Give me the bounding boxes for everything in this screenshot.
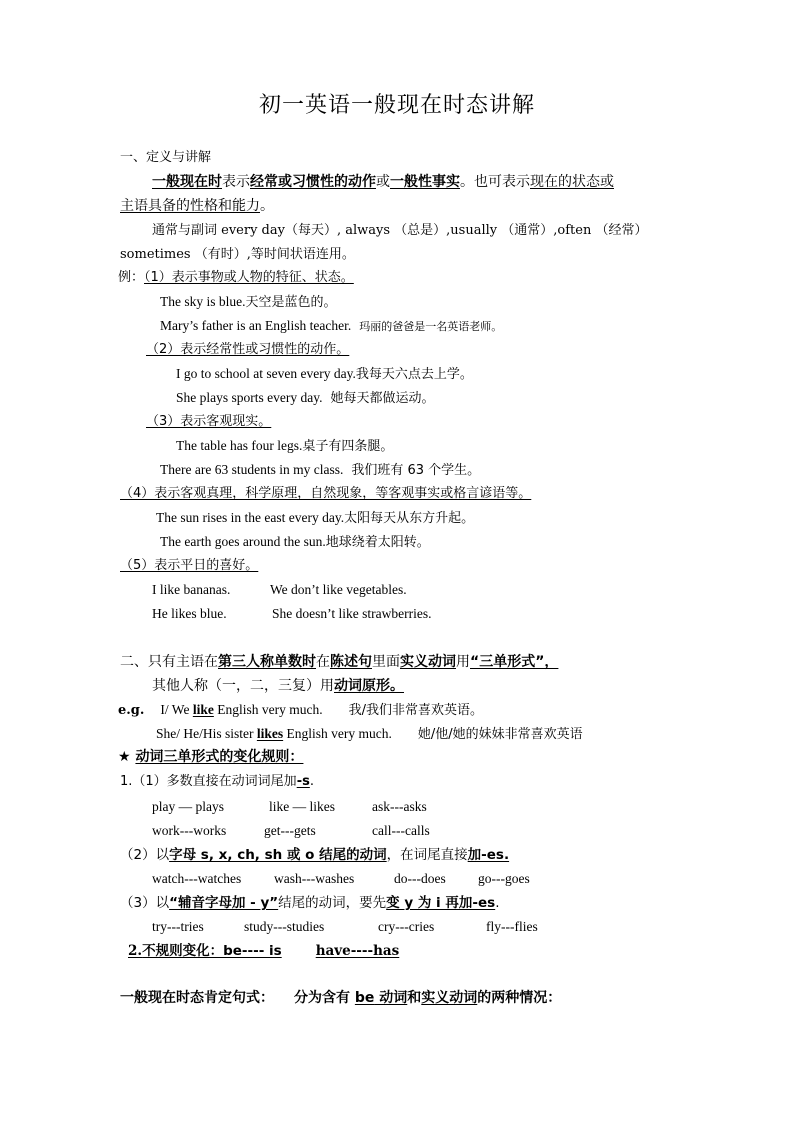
text: 里面 bbox=[372, 654, 400, 670]
example-1b bbox=[160, 316, 502, 337]
third-person-singular: 第三人称单数时 bbox=[218, 654, 316, 670]
verb-pair: wash---washes bbox=[274, 871, 355, 886]
declarative: 陈述句 bbox=[330, 654, 372, 670]
example-4-heading: （4）表示客观真理，科学原理，自然现象，等客观事实或格言谚语等。 bbox=[120, 486, 532, 501]
text: 其他人称（一，二，三复）用 bbox=[152, 678, 334, 694]
eg-line-1 bbox=[118, 700, 483, 721]
be-verb: be bbox=[354, 990, 375, 1006]
verb-pair: get---gets bbox=[264, 823, 316, 838]
section-1-heading: 一、定义与讲解 bbox=[120, 150, 212, 165]
def-state: 现在的状态或 bbox=[530, 174, 614, 190]
notional-verb: 实义动词 bbox=[400, 654, 456, 670]
text: 一般现在时态肯定句式： bbox=[120, 990, 274, 1006]
verb-pair: study---studies bbox=[244, 919, 325, 934]
verb-pair: watch---watches bbox=[152, 871, 242, 886]
verb-pair: try---tries bbox=[152, 919, 204, 934]
english-sentence: Mary’s father is an English teacher. bbox=[160, 318, 352, 333]
rule-1-example-row-2 bbox=[152, 821, 430, 841]
chinese-translation: 我们班有 63 个学生。 bbox=[351, 463, 481, 478]
chinese-translation: 她/他/她的妹妹非常喜欢英语 bbox=[417, 727, 583, 742]
english-sentence: There are 63 students in my class. bbox=[160, 462, 344, 477]
notional-verb: 实义动词 bbox=[421, 990, 478, 1006]
irregular-be: 不规则变化：be---- is bbox=[142, 943, 282, 959]
chinese-translation: 桌子有四条腿。 bbox=[302, 439, 394, 454]
text: 用 bbox=[456, 654, 470, 670]
text: 结尾的动词，要先 bbox=[278, 895, 387, 911]
chinese-translation: 玛丽的爸爸是一名英语老师。 bbox=[359, 320, 503, 333]
be-verb-label: 动词 bbox=[374, 990, 408, 1006]
verb-like: like bbox=[192, 702, 214, 717]
rule-1-example-row-1 bbox=[152, 797, 427, 817]
def-text: 。 bbox=[260, 198, 274, 214]
y-to-ies: 变 y 为 i 再加-es bbox=[386, 895, 496, 911]
text: 2. bbox=[128, 943, 143, 959]
text: English very much. bbox=[213, 702, 323, 717]
text: . bbox=[495, 895, 500, 911]
eg-label: e.g. bbox=[118, 703, 145, 718]
chinese-translation: 我/我们非常喜欢英语。 bbox=[348, 703, 483, 718]
third-singular-form: “三单形式”， bbox=[470, 654, 559, 670]
page-title: 初一英语一般现在时态讲解 bbox=[258, 93, 535, 118]
rule-3 bbox=[120, 893, 499, 913]
consonant-y: “辅音字母加 - y” bbox=[169, 895, 279, 911]
text: 1.（1）多数直接在动词词尾加 bbox=[120, 774, 297, 789]
verb-pair: call---calls bbox=[372, 823, 430, 838]
verb-pair: fly---flies bbox=[486, 919, 538, 934]
section-2-heading bbox=[120, 652, 558, 672]
verb-pair: do---does bbox=[394, 871, 446, 886]
chinese-translation: 我每天六点去上学。 bbox=[355, 367, 473, 382]
def-fact: 一般性事实 bbox=[390, 174, 460, 190]
suffix-es: 加-es. bbox=[467, 847, 510, 863]
def-text: 。也可表示 bbox=[460, 174, 530, 190]
example-1-title: （1）表示事物或人物的特征、状态。 bbox=[144, 270, 354, 285]
section-2-line-2 bbox=[152, 676, 404, 696]
verb-likes: likes bbox=[256, 726, 284, 741]
text: She/ He/His sister bbox=[156, 726, 257, 741]
example-3b bbox=[160, 460, 480, 481]
example-5b-1: He likes blue. bbox=[152, 606, 227, 621]
rules-heading bbox=[118, 747, 303, 767]
rule-2-examples bbox=[152, 869, 530, 889]
rule-2 bbox=[120, 845, 509, 865]
chinese-translation: 太阳每天从东方升起。 bbox=[344, 511, 475, 526]
english-sentence: The sun rises in the east every day. bbox=[156, 510, 345, 525]
star-icon: ★ bbox=[118, 749, 131, 765]
verb-pair: work---works bbox=[152, 823, 227, 838]
english-sentence: The sky is blue. bbox=[160, 294, 246, 309]
example-3a bbox=[176, 436, 393, 457]
suffix-s: -s bbox=[296, 774, 310, 789]
example-1a bbox=[160, 292, 337, 313]
def-text: 或 bbox=[376, 174, 390, 190]
definition-line-1 bbox=[152, 172, 614, 192]
example-2a bbox=[176, 364, 473, 385]
text: ，在词尾直接 bbox=[386, 847, 468, 863]
text: （3）以 bbox=[120, 895, 170, 911]
text: （2）以 bbox=[120, 847, 170, 863]
def-habit: 经常或习惯性的动作 bbox=[250, 174, 376, 190]
definition-line-2 bbox=[120, 196, 274, 216]
base-form: 动词原形。 bbox=[334, 678, 404, 694]
def-text: 表示 bbox=[222, 174, 250, 190]
text: English very much. bbox=[283, 726, 392, 741]
english-sentence: I go to school at seven every day. bbox=[176, 366, 356, 381]
text: 和 bbox=[407, 990, 422, 1006]
rule-1 bbox=[120, 772, 314, 792]
example-5b-2: She doesn’t like strawberries. bbox=[272, 606, 432, 621]
def-term: 一般现在时 bbox=[152, 174, 222, 190]
text: . bbox=[309, 774, 314, 789]
chinese-translation: 地球绕着太阳转。 bbox=[325, 535, 430, 550]
verb-pair: like — likes bbox=[269, 799, 335, 814]
affirmative-heading bbox=[120, 988, 561, 1008]
verb-pair: cry---cries bbox=[378, 919, 435, 934]
example-2b bbox=[176, 388, 435, 409]
chinese-translation: 她每天都做运动。 bbox=[330, 391, 435, 406]
chinese-translation: 天空是蓝色的。 bbox=[245, 295, 337, 310]
irregular-have: have----has bbox=[315, 943, 400, 959]
adverbs-line-1: 通常与副词 every day（每天）, always （总是）,usually （通常）,often （经常） bbox=[152, 223, 648, 238]
english-sentence: The table has four legs. bbox=[176, 438, 303, 453]
example-4b bbox=[160, 532, 430, 553]
rule-irregular bbox=[128, 941, 399, 961]
example-4a bbox=[156, 508, 474, 529]
text: I/ We bbox=[160, 702, 193, 717]
rules-title: 动词三单形式的变化规则： bbox=[135, 749, 304, 765]
example-3-heading: （3）表示客观现实。 bbox=[146, 414, 272, 429]
verb-pair: play — plays bbox=[152, 799, 224, 814]
example-5a-2: We don’t like vegetables. bbox=[270, 582, 407, 597]
adverbs-line-2: sometimes （有时）,等时间状语连用。 bbox=[120, 247, 355, 262]
rule-3-examples bbox=[152, 917, 538, 937]
letters-ending: 字母 s, x, ch, sh 或 o 结尾的动词 bbox=[169, 847, 387, 863]
text: 的两种情况： bbox=[477, 990, 562, 1006]
example-prefix: 例： bbox=[118, 270, 145, 285]
verb-pair: ask---asks bbox=[372, 799, 427, 814]
eg-line-2 bbox=[156, 724, 583, 745]
english-sentence: The earth goes around the sun. bbox=[160, 534, 326, 549]
text: 在 bbox=[316, 654, 330, 670]
example-5a-1: I like bananas. bbox=[152, 582, 231, 597]
example-5-heading: （5）表示平日的喜好。 bbox=[120, 558, 259, 573]
text: 二、只有主语在 bbox=[120, 654, 218, 670]
english-sentence: She plays sports every day. bbox=[176, 390, 323, 405]
example-2-heading: （2）表示经常性或习惯性的动作。 bbox=[146, 342, 350, 357]
example-1-heading bbox=[118, 268, 354, 288]
def-ability: 主语具备的性格和能力 bbox=[120, 198, 260, 214]
verb-pair: go---goes bbox=[478, 871, 530, 886]
text: 分为含有 bbox=[294, 990, 355, 1006]
